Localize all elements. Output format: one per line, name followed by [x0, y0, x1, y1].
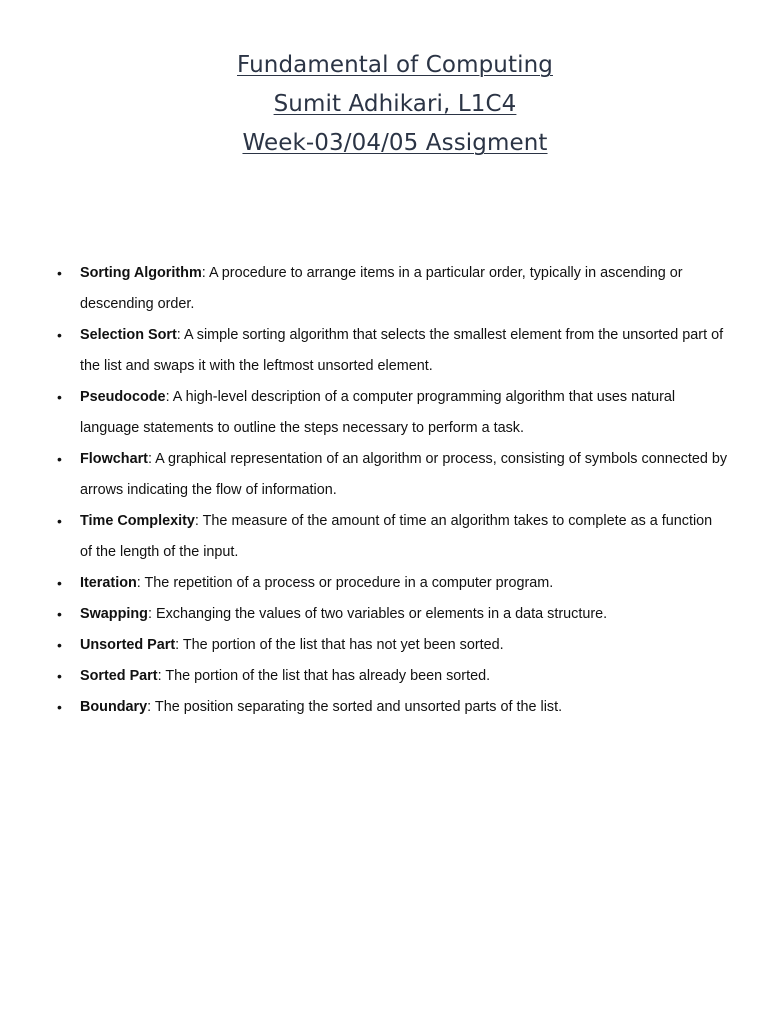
glossary-item — [56, 599, 728, 630]
term-name: Flowchart — [80, 451, 148, 467]
term-definition: : A simple sorting algorithm that selects the smallest element from the unsorted part of the list and swaps it with the leftmost unsorted element. — [80, 327, 724, 374]
term-name: Sorting Algorithm — [80, 265, 202, 281]
bullet-icon: • — [57, 637, 62, 653]
course-title: Fundamental of Computing — [237, 52, 553, 78]
term-definition: : Exchanging the values of two variables or elements in a data structure. — [147, 606, 608, 622]
term-name: Unsorted Part — [80, 637, 176, 653]
term-name: Time Complexity — [80, 513, 195, 529]
assignment-title: Week-03/04/05 Assigment — [242, 130, 548, 156]
glossary-item — [56, 320, 728, 382]
glossary-item — [56, 258, 728, 320]
bullet-icon: • — [57, 451, 62, 467]
glossary-item — [56, 506, 728, 568]
glossary-item — [56, 382, 728, 444]
bullet-icon: • — [57, 389, 62, 405]
glossary-list — [56, 258, 728, 723]
bullet-icon: • — [57, 327, 62, 343]
bullet-icon: • — [57, 265, 62, 281]
term-definition: : The portion of the list that has not yet been sorted. — [175, 637, 504, 653]
term-definition: : The position separating the sorted and unsorted parts of the list. — [147, 699, 563, 715]
glossary-item — [56, 568, 728, 599]
bullet-icon: • — [57, 699, 62, 715]
glossary-item — [56, 692, 728, 723]
glossary-item — [56, 661, 728, 692]
term-name: Sorted Part — [80, 668, 158, 684]
glossary-item — [56, 630, 728, 661]
term-name: Selection Sort — [80, 327, 177, 343]
term-definition: : The portion of the list that has already been sorted. — [157, 668, 491, 684]
author-line: Sumit Adhikari, L1C4 — [273, 91, 517, 117]
term-definition: : A procedure to arrange items in a particular order, typically in ascending or descending order. — [80, 265, 683, 312]
term-definition: : The measure of the amount of time an algorithm takes to complete as a function of the length of the input. — [80, 513, 713, 560]
term-name: Boundary — [80, 699, 148, 715]
term-definition: : The repetition of a process or procedure in a computer program. — [136, 575, 554, 591]
document-header — [0, 46, 768, 163]
glossary-item — [56, 444, 728, 506]
term-definition: : A graphical representation of an algorithm or process, consisting of symbols connected by arrows indicating the flow of information. — [80, 451, 728, 498]
term-name: Swapping — [80, 606, 148, 622]
term-name: Pseudocode — [80, 389, 166, 405]
term-definition: : A high-level description of a computer programming algorithm that uses natural language statements to outline the steps necessary to perform a task. — [80, 389, 676, 436]
term-name: Iteration — [80, 575, 137, 591]
bullet-icon: • — [57, 668, 62, 684]
bullet-icon: • — [57, 513, 62, 529]
bullet-icon: • — [57, 606, 62, 622]
bullet-icon: • — [57, 575, 62, 591]
